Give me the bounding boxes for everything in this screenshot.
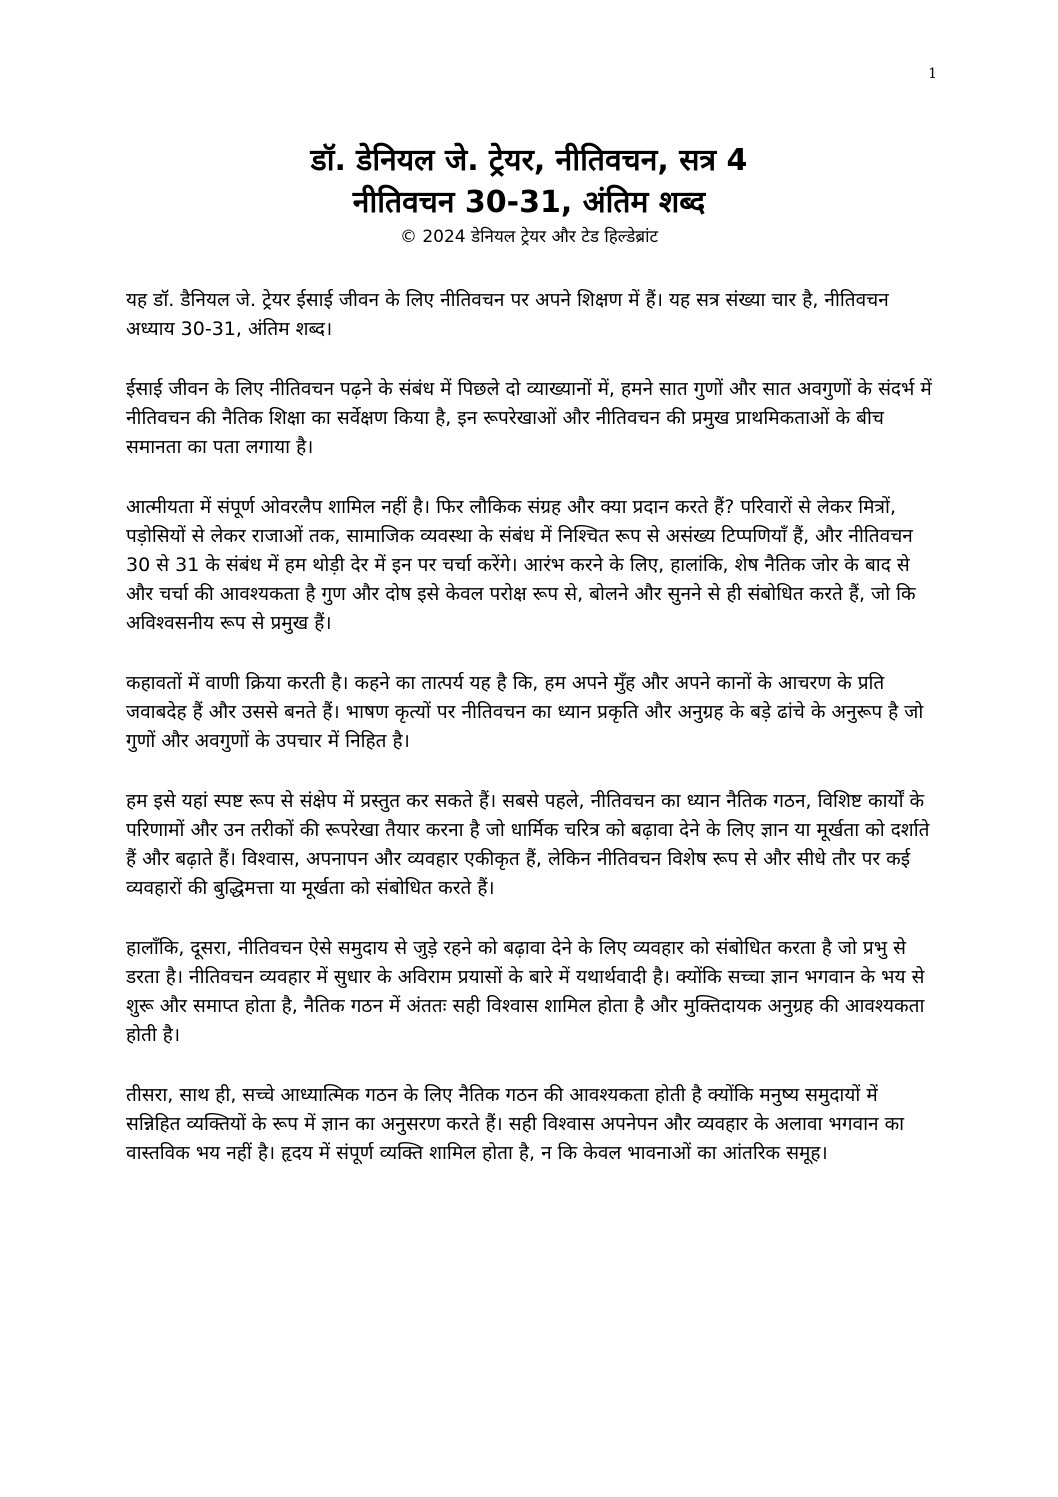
- body-paragraph-5: हम इसे यहां स्पष्ट रूप से संक्षेप में प्रस्तुत कर सकते हैं। सबसे पहले, नीतिवचन का ध्यान नैतिक गठन, विशिष्ट कार्यों के परिणामों और उन तरीकों की रूपरेखा तैयार करना है जो धार्मिक चरित्र को बढ़ावा देने के लिए ज्ञान या मूर्खता को दर्शाते हैं और बढ़ाते हैं। विश्वास, अपनापन और व्यवहार एकीकृत हैं, लेकिन नीतिवचन विशेष रूप से और सीधे तौर पर कई व्यवहारों की बुद्धिमत्ता या मूर्खता को संबोधित करते हैं।: [126, 790, 930, 899]
- title-line-1: डॉ. डेनियल जे. ट्रेयर, नीतिवचन, सत्र 4: [310, 143, 748, 178]
- body-paragraph-2: ईसाई जीवन के लिए नीतिवचन पढ़ने के संबंध में पिछले दो व्याख्यानों में, हमने सात गुणों और सात अवगुणों के संदर्भ में नीतिवचन की नैतिक शिक्षा का सर्वेक्षण किया है, इन रूपरेखाओं और नीतिवचन की प्रमुख प्राथमिकताओं के बीच समानता का पता लगाया है।: [126, 378, 932, 458]
- document-header: [0, 140, 1058, 248]
- body-paragraph-6: हालाँकि, दूसरा, नीतिवचन ऐसे समुदाय से जुड़े रहने को बढ़ावा देने के लिए व्यवहार को संबोधित करता है जो प्रभु से डरता है। नीतिवचन व्यवहार में सुधार के अविराम प्रयासों के बारे में यथार्थवादी है। क्योंकि सच्चा ज्ञान भगवान के भय से शुरू और समाप्त होता है, नैतिक गठन में अंततः सही विश्वास शामिल होता है और मुक्तिदायक अनुग्रह की आवश्यकता होती है।: [126, 937, 925, 1046]
- body-paragraph-3: आत्मीयता में संपूर्ण ओवरलैप शामिल नहीं है। फिर लौकिक संग्रह और क्या प्रदान करते हैं? परिवारों से लेकर मित्रों, पड़ोसियों से लेकर राजाओं तक, सामाजिक व्यवस्था के संबंध में निश्चित रूप से असंख्य टिप्पणियाँ हैं, और नीतिवचन 30 से 31 के संबंध में हम थोड़ी देर में इन पर चर्चा करेंगे। आरंभ करने के लिए, हालांकि, शेष नैतिक जोर के बाद से और चर्चा की आवश्यकता है गुण और दोष इसे केवल परोक्ष रूप से, बोलने और सुनने से ही संबोधित करते हैं, जो कि अविश्वसनीय रूप से प्रमुख हैं।: [126, 496, 916, 634]
- title-line-2: नीतिवचन 30-31, अंतिम शब्द: [352, 185, 706, 220]
- document-title: [0, 140, 1058, 224]
- page-number: 1: [928, 66, 937, 82]
- body-paragraph-1: यह डॉ. डैनियल जे. ट्रेयर ईसाई जीवन के लिए नीतिवचन पर अपने शिक्षण में हैं। यह सत्र संख्या चार है, नीतिवचन अध्याय 30-31, अंतिम शब्द।: [126, 289, 889, 340]
- copyright-line: © 2024 डेनियल ट्रेयर और टेड हिल्डेब्रांट: [399, 227, 659, 247]
- body-paragraph-7: तीसरा, साथ ही, सच्चे आध्यात्मिक गठन के लिए नैतिक गठन की आवश्यकता होती है क्योंकि मनुष्य समुदायों में सन्निहित व्यक्तियों के रूप में ज्ञान का अनुसरण करते हैं। सही विश्वास अपनेपन और व्यवहार के अलावा भगवान का वास्तविक भय नहीं है। हृदय में संपूर्ण व्यक्ति शामिल होता है, न कि केवल भावनाओं का आंतरिक समूह।: [126, 1084, 905, 1164]
- document-body: [126, 286, 936, 1199]
- body-paragraph-4: कहावतों में वाणी क्रिया करती है। कहने का तात्पर्य यह है कि, हम अपने मुँह और अपने कानों के आचरण के प्रति जवाबदेह हैं और उससे बनते हैं। भाषण कृत्यों पर नीतिवचन का ध्यान प्रकृति और अनुग्रह के बड़े ढांचे के अनुरूप है जो गुणों और अवगुणों के उपचार में निहित है।: [126, 672, 924, 752]
